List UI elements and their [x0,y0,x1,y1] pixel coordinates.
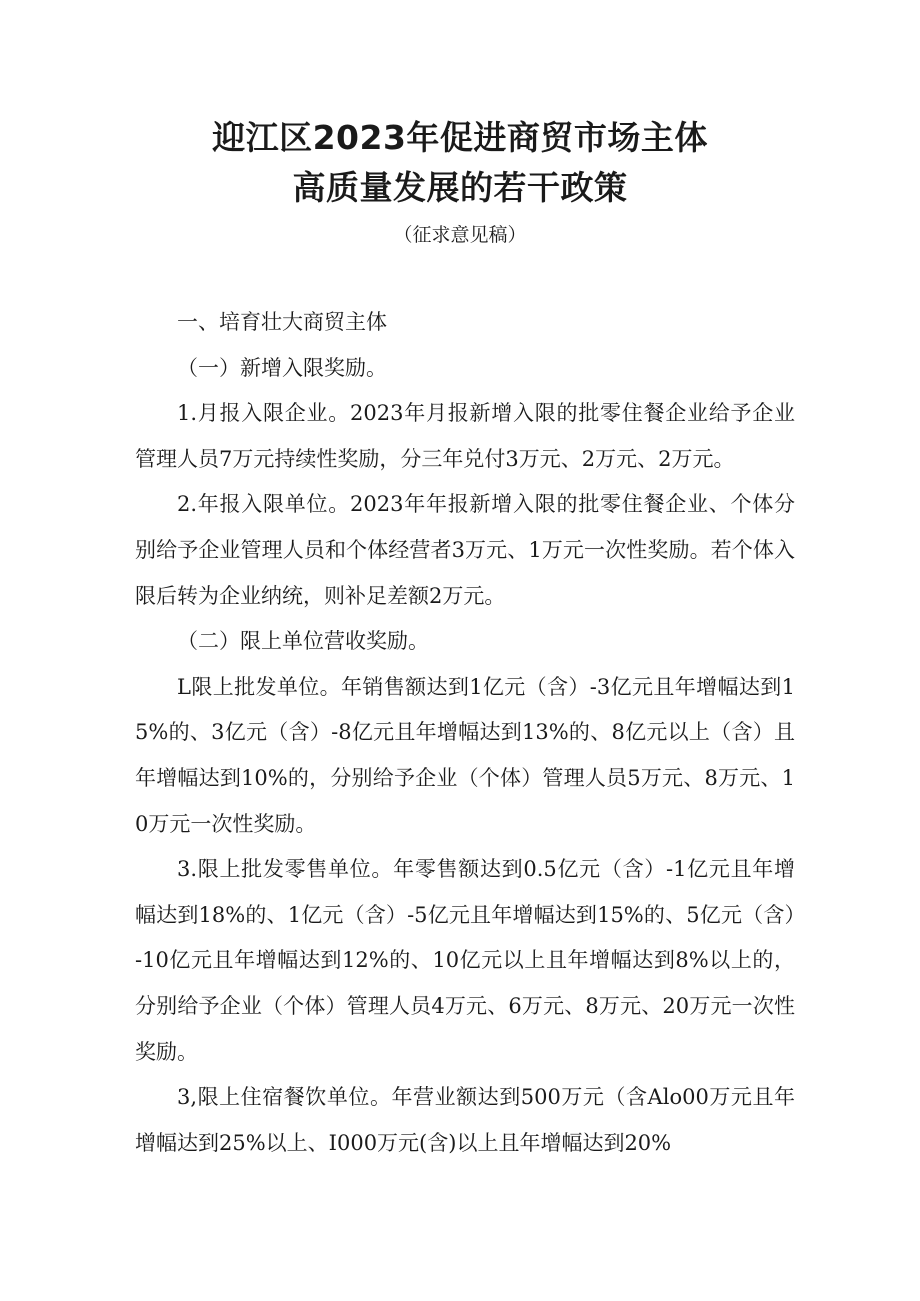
section-heading: 一、培育壮大商贸主体 [177,310,387,334]
document-title-line-1: 迎江区2023年促进商贸市场主体 [212,118,708,157]
paragraph: 2.年报入限单位。2023年年报新增入限的批零住餐企业、个体分别给予企业管理人员和个体经营者3万元、1万元一次性奖励。若个体入限后转为企业纳统，则补足差额2万元。 [135,492,795,608]
document-title-line-2: 高质量发展的若干政策 [292,168,628,207]
paragraph: 3,限上住宿餐饮单位。年营业额达到500万元（含Alo00万元且年增幅达到25%以上、I000万元(含)以上且年增幅达到20% [135,1085,795,1155]
document-body [135,300,795,1166]
document-subtitle: （征求意见稿） [393,224,527,246]
paragraph: L限上批发单位。年销售额达到1亿元（含）-3亿元且年增幅达到15%的、3亿元（含）-8亿元且年增幅达到13%的、8亿元以上（含）且年增幅达到10%的，分别给予企业（个体）管理人员5万元、8万元、10万元一次性奖励。 [135,674,795,836]
paragraph: 3.限上批发零售单位。年零售额达到0.5亿元（含）-1亿元且年增幅达到18%的、1亿元（含）-5亿元且年增幅达到15%的、5亿元（含）-10亿元且年增幅达到12%的、10亿元以上且年增幅达到8%以上的，分别给予企业（个体）管理人员4万元、6万元、8万元、20万元一次性奖励。 [135,857,795,1064]
subsection-heading: （一）新增入限奖励。 [177,355,387,380]
paragraph: 1.月报入限企业。2023年月报新增入限的批零住餐企业给予企业管理人员7万元持续性奖励，分三年兑付3万元、2万元、2万元。 [135,401,795,471]
subsection-heading: （二）限上单位营收奖励。 [177,629,429,654]
